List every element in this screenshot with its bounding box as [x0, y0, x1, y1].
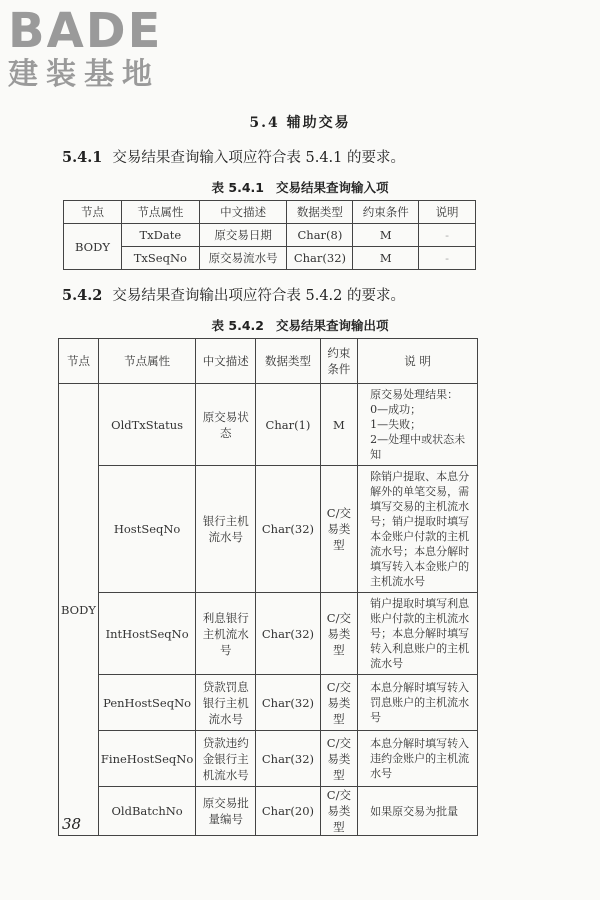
- header-cell: 中文描述: [196, 339, 256, 384]
- constraint-cell: C/交易类型: [320, 593, 357, 675]
- note-cell: [358, 384, 478, 466]
- constraint-cell: C/交易类型: [320, 787, 357, 836]
- attr-cell: HostSeqNo: [98, 466, 195, 593]
- header-cell: 约束条件: [320, 339, 357, 384]
- header-cell: 节点属性: [121, 201, 199, 224]
- header-cell: 中文描述: [199, 201, 287, 224]
- type-cell: Char(20): [256, 787, 320, 836]
- desc-cell: 原交易日期: [199, 224, 287, 247]
- note-line: 原交易处理结果：: [370, 388, 459, 401]
- constraint-cell: C/交易类型: [320, 731, 357, 787]
- type-cell: Char(32): [287, 247, 353, 270]
- header-cell: 数据类型: [287, 201, 353, 224]
- type-cell: Char(32): [256, 466, 320, 593]
- logo-brand-text: BADE: [8, 3, 163, 59]
- input-items-table: [63, 200, 476, 270]
- table-header-row: [59, 339, 478, 384]
- desc-cell: 贷款违约金银行主机流水号: [196, 731, 256, 787]
- paragraph-5-4-1: [62, 146, 405, 167]
- note-cell: 销户提取时填写利息账户付款的主机流水号；本息分解时填写转入利息账户的主机流水号: [358, 593, 478, 675]
- section-title: 5.4 辅助交易: [249, 115, 351, 131]
- type-cell: Char(32): [256, 593, 320, 675]
- table-row: [64, 247, 476, 270]
- paragraph-text: 交易结果查询输入项应符合表 5.4.1 的要求。: [112, 150, 405, 166]
- header-cell: 节点: [59, 339, 99, 384]
- note-line: 2—处理中或状态未知: [370, 433, 466, 461]
- attr-cell: FineHostSeqNo: [98, 731, 195, 787]
- caption-text: 交易结果查询输入项: [275, 180, 389, 195]
- page-number: 38: [62, 815, 82, 833]
- note-line: 0—成功；: [370, 403, 422, 416]
- type-cell: Char(32): [256, 675, 320, 731]
- attr-cell: PenHostSeqNo: [98, 675, 195, 731]
- node-cell: BODY: [59, 384, 99, 836]
- paragraph-number: 5.4.2: [62, 287, 103, 304]
- table-row: [59, 466, 478, 593]
- table-row: [59, 731, 478, 787]
- constraint-cell: M: [320, 384, 357, 466]
- constraint-cell: C/交易类型: [320, 466, 357, 593]
- table-header-row: [64, 201, 476, 224]
- type-cell: Char(32): [256, 731, 320, 787]
- note-cell: 除销户提取、本息分解外的单笔交易，需填写交易的主机流水号；销户提取时填写本金账户付款的主机流水号；本息分解时填写转入本金账户的主机流水号: [358, 466, 478, 593]
- desc-cell: 银行主机流水号: [196, 466, 256, 593]
- table-row: [59, 384, 478, 466]
- attr-cell: IntHostSeqNo: [98, 593, 195, 675]
- attr-cell: TxSeqNo: [121, 247, 199, 270]
- table-row: [64, 224, 476, 247]
- type-cell: Char(8): [287, 224, 353, 247]
- table-row: [59, 593, 478, 675]
- note-cell: 本息分解时填写转入违约金账户的主机流水号: [358, 731, 478, 787]
- note-cell: 本息分解时填写转入罚息账户的主机流水号: [358, 675, 478, 731]
- header-cell: 数据类型: [256, 339, 320, 384]
- logo-subtitle: 建装基地: [8, 57, 160, 92]
- attr-cell: OldTxStatus: [98, 384, 195, 466]
- desc-cell: 原交易状态: [196, 384, 256, 466]
- attr-cell: TxDate: [121, 224, 199, 247]
- table-row: [59, 787, 478, 836]
- header-cell: 约束条件: [353, 201, 419, 224]
- node-cell: BODY: [64, 224, 122, 270]
- note-cell: -: [419, 224, 476, 247]
- constraint-cell: C/交易类型: [320, 675, 357, 731]
- caption-number: 表 5.4.1: [211, 180, 264, 195]
- table-caption: [0, 178, 600, 196]
- header-cell: 说明: [419, 201, 476, 224]
- header-cell: 说 明: [358, 339, 478, 384]
- paragraph-5-4-2: [62, 284, 405, 305]
- caption-number: 表 5.4.2: [211, 318, 264, 333]
- output-items-table: [58, 338, 478, 836]
- header-cell: 节点属性: [98, 339, 195, 384]
- note-line: 1—失败；: [370, 418, 422, 431]
- constraint-cell: M: [353, 247, 419, 270]
- note-cell: 如果原交易为批量: [358, 787, 478, 836]
- paragraph-text: 交易结果查询输出项应符合表 5.4.2 的要求。: [112, 288, 405, 304]
- table-caption: [0, 316, 600, 334]
- caption-text: 交易结果查询输出项: [275, 318, 389, 333]
- desc-cell: 利息银行主机流水号: [196, 593, 256, 675]
- type-cell: Char(1): [256, 384, 320, 466]
- header-cell: 节点: [64, 201, 122, 224]
- note-cell: -: [419, 247, 476, 270]
- desc-cell: 贷款罚息银行主机流水号: [196, 675, 256, 731]
- attr-cell: OldBatchNo: [98, 787, 195, 836]
- paragraph-number: 5.4.1: [62, 149, 103, 166]
- desc-cell: 原交易批量编号: [196, 787, 256, 836]
- constraint-cell: M: [353, 224, 419, 247]
- desc-cell: 原交易流水号: [199, 247, 287, 270]
- table-row: [59, 675, 478, 731]
- brand-logo: [8, 4, 178, 92]
